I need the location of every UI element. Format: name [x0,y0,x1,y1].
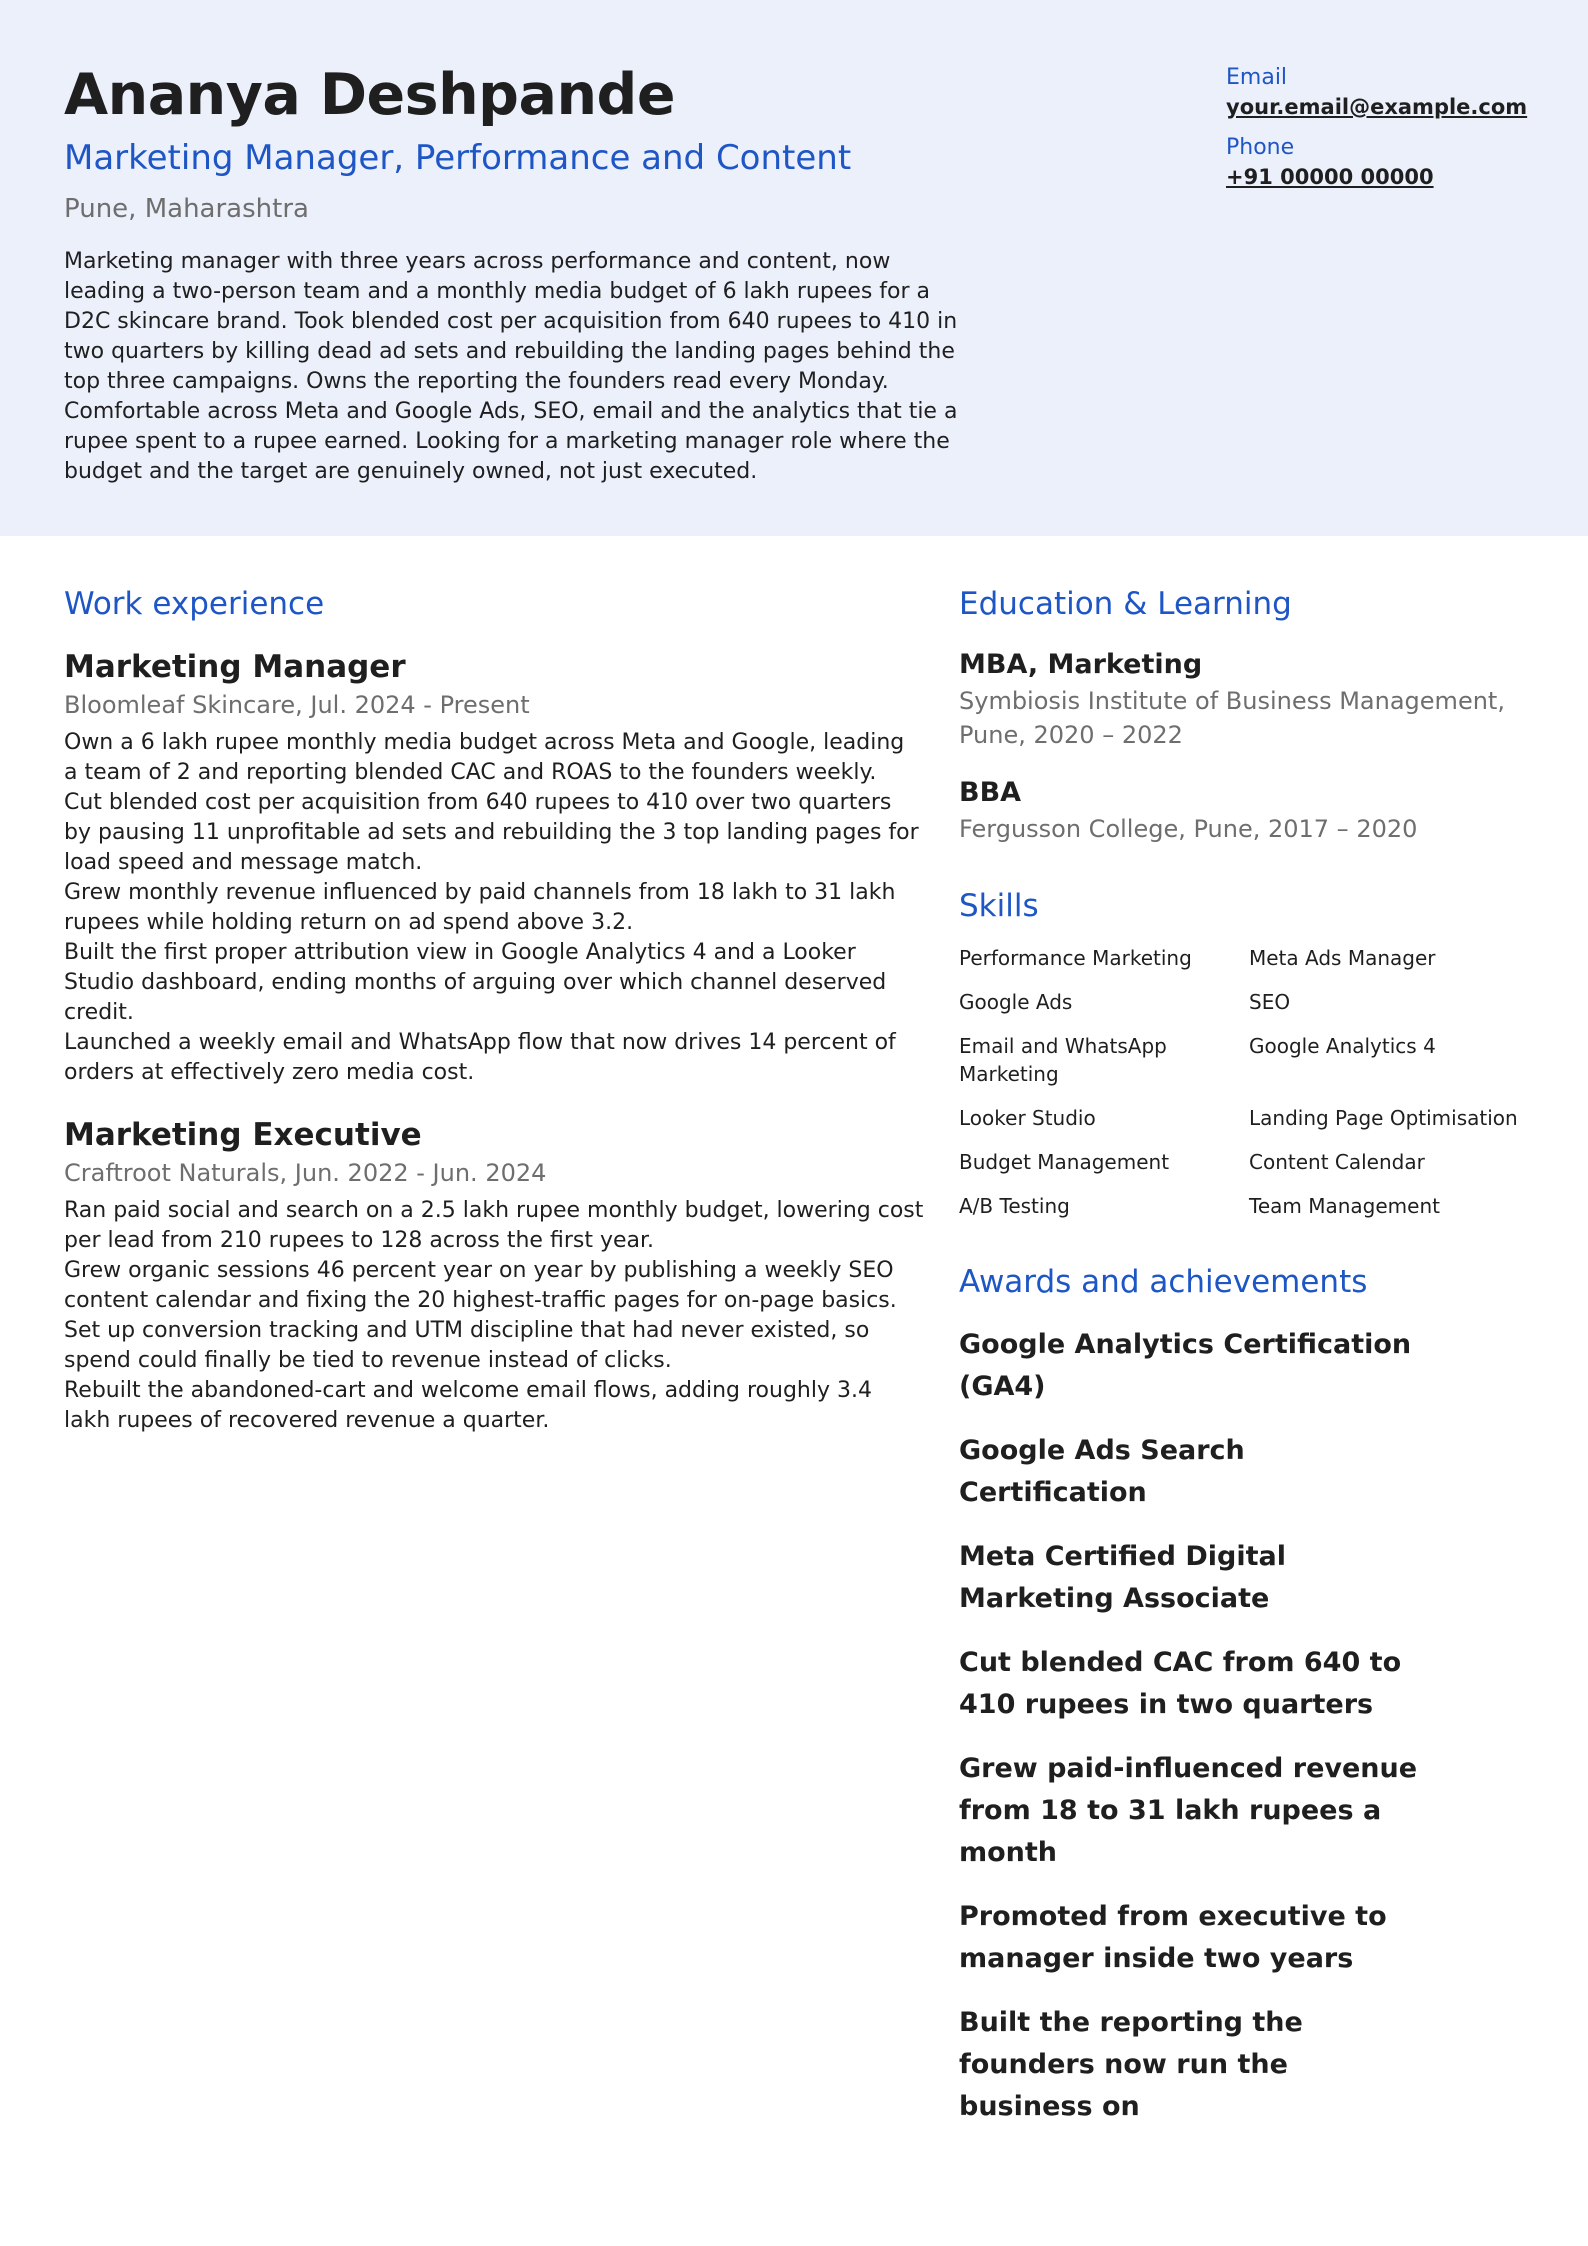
award-item: Promoted from executive to manager inside two years [959,1901,1387,1974]
education-entry [959,774,1559,846]
skill-item: SEO [1249,990,1291,1014]
institution-meta: Fergusson College, Pune, 2017 – 2020 [959,815,1418,843]
email-link[interactable]: your.email@example.com [1226,95,1528,119]
job-title: Marketing Manager [64,649,406,685]
job-role-title: Marketing Manager, Performance and Content [64,138,852,178]
award-item: Built the reporting the founders now run the business on [959,2007,1303,2122]
award-item: Meta Certified Digital Marketing Associate [959,1541,1286,1614]
candidate-name: Ananya Deshpande [64,62,675,128]
work-experience-heading: Work experience [64,586,325,622]
skills-heading: Skills [959,888,1039,924]
phone-link[interactable]: +91 00000 00000 [1226,165,1434,189]
skill-item: Budget Management [959,1150,1170,1174]
award-item: Cut blended CAC from 640 to 410 rupees in two quarters [959,1647,1402,1720]
job-achievement: Set up conversion tracking and UTM discipline that had never existed, so spend could finally be tied to revenue instead of clicks. [64,1318,870,1373]
job-meta: Bloomleaf Skincare, Jul. 2024 - Present [64,691,530,719]
education-heading: Education & Learning [959,586,1292,622]
award-item: Google Analytics Certification (GA4) [959,1329,1412,1402]
awards-list [959,1324,1559,2128]
skill-item: Google Analytics 4 [1249,1034,1436,1058]
job-achievement: Grew organic sessions 46 percent year on year by publishing a weekly SEO content calendar and fixing the 20 highest-traffic pages for on-page basics. [64,1258,897,1313]
job-entry [64,646,924,1088]
job-title: Marketing Executive [64,1117,422,1153]
job-achievement: Cut blended cost per acquisition from 640 rupees to 410 over two quarters by pausing 11 unprofitable ad sets and rebuilding the 3 top landing pages for load speed and message match. [64,790,919,875]
skill-item: Email and WhatsApp Marketing [959,1034,1167,1086]
skill-item: Landing Page Optimisation [1249,1106,1518,1130]
job-achievement: Grew monthly revenue influenced by paid channels from 18 lakh to 31 lakh rupees while holding return on ad spend above 3.2. [64,880,896,935]
job-achievement: Own a 6 lakh rupee monthly media budget across Meta and Google, leading a team of 2 and reporting blended CAC and ROAS to the founders weekly. [64,730,905,785]
institution-meta: Symbiosis Institute of Business Management, Pune, 2020 – 2022 [959,687,1505,749]
job-entry [64,1114,924,1436]
header-band [0,0,1588,536]
skill-item: Meta Ads Manager [1249,946,1436,970]
awards-heading: Awards and achievements [959,1264,1368,1300]
education-entry [959,646,1559,752]
phone-label: Phone [1226,135,1295,160]
work-experience-column [64,580,924,1436]
award-item: Grew paid-influenced revenue from 18 to 31 lakh rupees a month [959,1753,1418,1868]
sidebar-column [959,580,1559,2128]
skill-item: Performance Marketing [959,946,1192,970]
job-achievement: Launched a weekly email and WhatsApp flow that now drives 14 percent of orders at effectively zero media cost. [64,1030,896,1085]
degree-title: MBA, Marketing [959,649,1203,680]
skill-item: A/B Testing [959,1194,1070,1218]
skills-grid [959,944,1559,1220]
skill-item: Team Management [1249,1194,1440,1218]
award-item: Google Ads Search Certification [959,1435,1245,1508]
skill-item: Looker Studio [959,1106,1096,1130]
job-meta: Craftroot Naturals, Jun. 2022 - Jun. 2024 [64,1159,547,1187]
profile-summary: Marketing manager with three years across performance and content, now leading a two-person team and a monthly media budget of 6 lakh rupees for a D2C skincare brand. Took blended cost per acquisition from 640 rupees to 410 in two quarters by killing dead ad sets and rebuilding the landing pages behind the top three campaigns. Owns the reporting the founders read every Monday. Comfortable across Meta and Google Ads, SEO, email and the analytics that tie a rupee spent to a rupee earned. Looking for a marketing manager role where the budget and the target are genuinely owned, not just executed. [64,249,958,484]
skill-item: Content Calendar [1249,1150,1425,1174]
job-achievement: Ran paid social and search on a 2.5 lakh rupee monthly budget, lowering cost per lead from 210 rupees to 128 across the first year. [64,1198,924,1253]
job-achievement: Rebuilt the abandoned-cart and welcome email flows, adding roughly 3.4 lakh rupees of recovered revenue a quarter. [64,1378,872,1433]
skill-item: Google Ads [959,990,1073,1014]
email-label: Email [1226,65,1288,90]
location: Pune, Maharashtra [64,194,309,224]
job-achievement: Built the first proper attribution view in Google Analytics 4 and a Looker Studio dashboard, ending months of arguing over which channel deserved credit. [64,940,887,1025]
contact-block [1226,64,1556,192]
degree-title: BBA [959,777,1022,808]
